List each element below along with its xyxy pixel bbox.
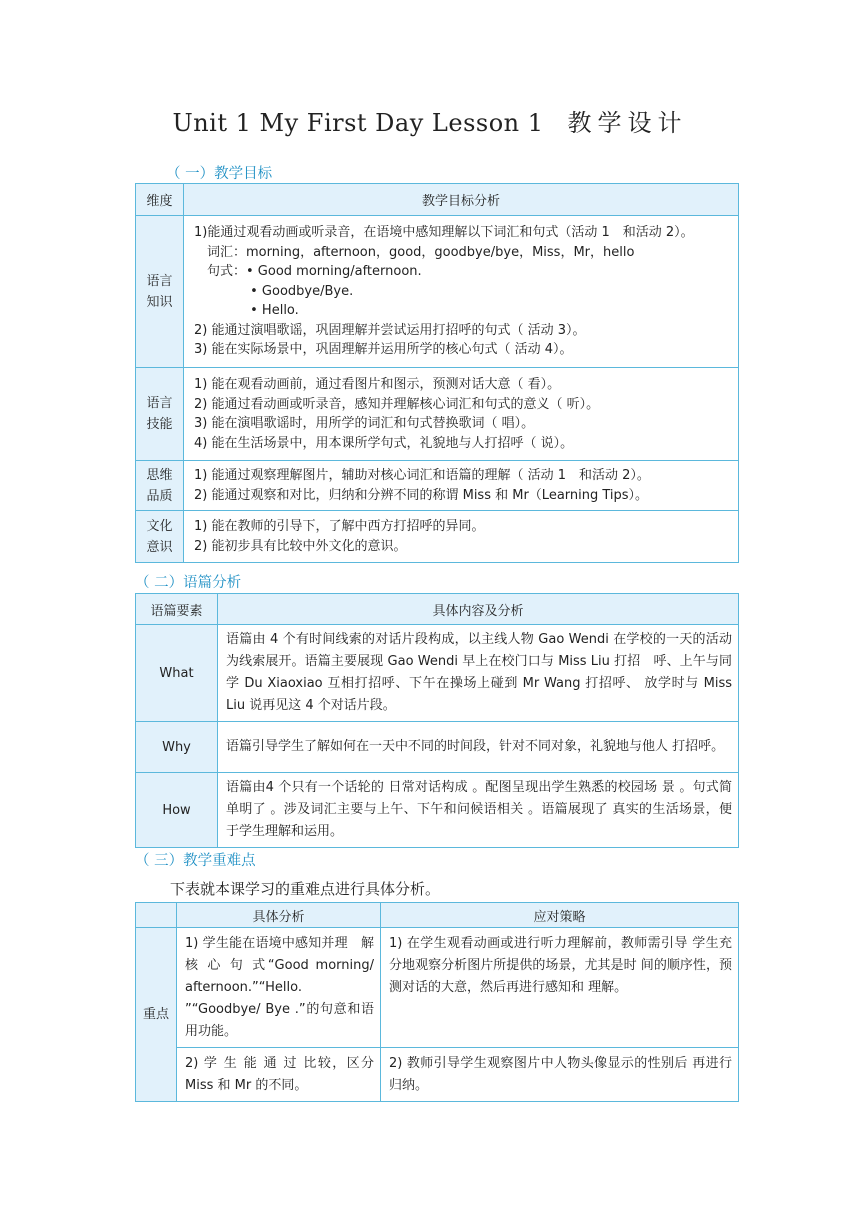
analysis-cell: 1) 学生能在语境中感知并理 解核 心 句 式“Good morning/ afternoon.”“Hello. ”“Goodbye/ Bye .”的句意和语用功能。 (177, 928, 381, 1048)
section-heading-discourse: （ 二）语篇分析 (135, 575, 242, 591)
objective-line: 句式：• Good morning/afternoon. (194, 264, 422, 280)
objective-line: • Hello. (194, 303, 299, 319)
strategy-cell: 1) 在学生观看动画或进行听力理解前，教师需引导 学生充分地观察分析图片所提供的场景，尤其是时 间的顺序性，预测对话的大意，然后再进行感知和 理解。 (381, 928, 739, 1048)
objective-line: 2) 能初步具有比较中外文化的意识。 (194, 538, 407, 554)
header-content-analysis: 具体内容及分析 (218, 594, 739, 625)
analysis-cell: 2) 学 生 能 通 过 比较，区分 Miss 和 Mr 的不同。 (177, 1048, 381, 1102)
header-objective-analysis: 教学目标分析 (184, 184, 739, 216)
objective-line: 2) 能通过看动画或听录音，感知并理解核心词汇和句式的意义（ 听）。 (194, 396, 600, 412)
row-label: 语言 知识 (136, 216, 184, 368)
title-english: Unit 1 My First Day Lesson 1 (172, 109, 544, 137)
objective-line: 词汇：morning，afternoon，good，goodbye/bye，Miss，Mr，hello (194, 244, 635, 260)
header-empty (136, 903, 177, 928)
discourse-text: 语篇由 4 个有时间线索的对话片段构成，以主线人物 Gao Wendi 在学校的一天的活动为线索展开。语篇主要展现 Gao Wendi 早上在校门口与 Miss Liu 打招 呼、上午与同学 Du Xiaoxiao 互相打招呼、下午在操场上碰到 Mr Wang 打招呼、 放学时与 Miss Liu 说再见这 4 个对话片段。 (218, 625, 739, 722)
document-title (0, 103, 860, 138)
objective-line: 4) 能在生活场景中，用本课所学句式，礼貌地与人打招呼（ 说）。 (194, 435, 574, 451)
section-heading-objectives: （ 一）教学目标 (166, 166, 273, 182)
header-specific-analysis: 具体分析 (177, 903, 381, 928)
objective-cell (184, 368, 739, 461)
row-label: 思维 品质 (136, 461, 184, 511)
row-label-how: How (136, 773, 218, 848)
objective-line: 1) 能在教师的引导下，了解中西方打招呼的异同。 (194, 519, 485, 534)
objective-line: 3) 能在演唱歌谣时，用所学的词汇和句式替换歌词（ 唱）。 (194, 416, 535, 431)
objective-line: 3) 能在实际场景中，巩固理解并运用所学的核心句式（ 活动 4）。 (194, 342, 573, 358)
objective-line: 1) 能在观看动画前，通过看图片和图示，预测对话大意（ 看）。 (194, 377, 561, 392)
row-label-what: What (136, 625, 218, 722)
row-label-key-point: 重点 (136, 928, 177, 1102)
objective-line: 2) 能通过观察和对比，归纳和分辨不同的称谓 Miss 和 Mr（Learning Tips）。 (194, 487, 649, 503)
difficulty-intro: 下表就本课学习的重难点进行具体分析。 (170, 880, 441, 898)
difficulty-table (135, 902, 739, 1102)
row-label-why: Why (136, 722, 218, 773)
header-strategy: 应对策略 (381, 903, 739, 928)
objective-cell (184, 511, 739, 563)
objective-line: 2) 能通过演唱歌谣，巩固理解并尝试运用打招呼的句式（ 活动 3）。 (194, 322, 586, 338)
row-label: 文化 意识 (136, 511, 184, 563)
discourse-table (135, 593, 739, 848)
strategy-cell: 2) 教师引导学生观察图片中人物头像显示的性别后 再进行归纳。 (381, 1048, 739, 1102)
header-discourse-element: 语篇要素 (136, 594, 218, 625)
discourse-text: 语篇引导学生了解如何在一天中不同的时间段，针对不同对象，礼貌地与他人 打招呼。 (218, 722, 739, 773)
header-dimension: 维度 (136, 184, 184, 216)
section-heading-difficulty: （ 三）教学重难点 (135, 853, 256, 869)
objective-cell (184, 216, 739, 368)
objective-cell (184, 461, 739, 511)
objective-line: 1)能通过观看动画或听录音，在语境中感知理解以下词汇和句式（活动 1 和活动 2）。 (194, 225, 694, 241)
objective-line: 1) 能通过观察理解图片，辅助对核心词汇和语篇的理解（ 活动 1 和活动 2）。 (194, 468, 650, 483)
row-label: 语言 技能 (136, 368, 184, 461)
discourse-text: 语篇由4 个只有一个话轮的 日常对话构成 。配图呈现出学生熟悉的校园场 景 。句式简单明了 。涉及词汇主要与上午、下午和问候语相关 。语篇展现了 真实的生活场景，便于学生理解和运用。 (218, 773, 739, 848)
objectives-table (135, 183, 739, 563)
title-chinese: 教学设计 (567, 109, 688, 137)
objective-line: • Goodbye/Bye. (194, 283, 354, 299)
